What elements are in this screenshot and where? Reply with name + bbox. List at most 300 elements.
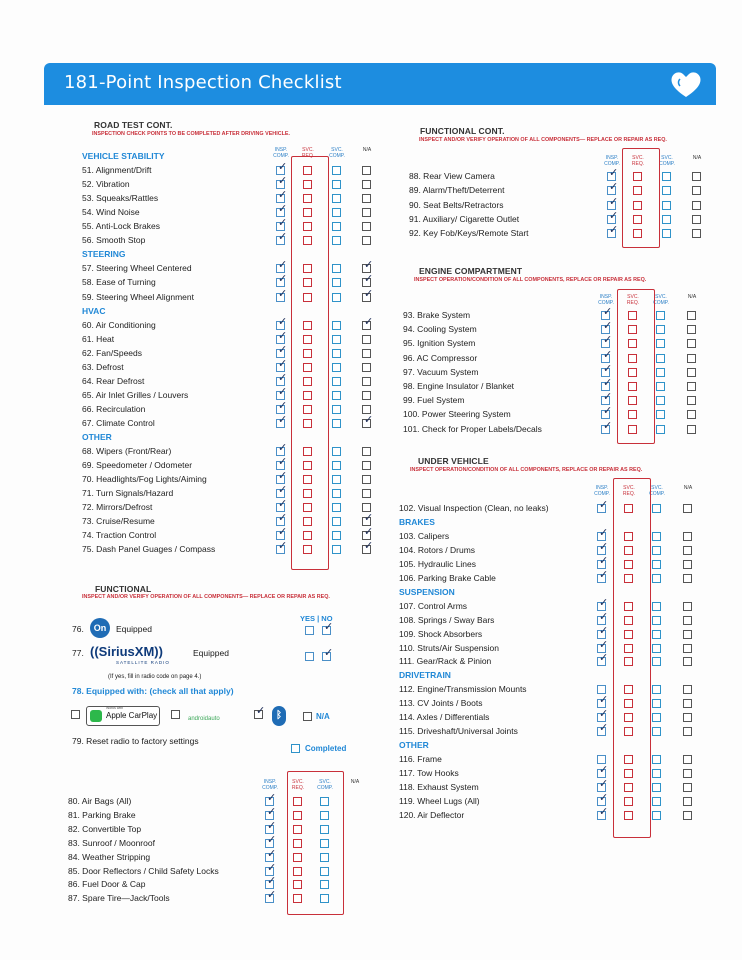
insp-comp-checkbox[interactable]	[607, 181, 619, 195]
insp-comp-checkbox[interactable]	[601, 348, 613, 363]
na-checkbox[interactable]	[362, 363, 371, 372]
item-77-no-checkbox[interactable]	[322, 647, 334, 661]
na-checkbox[interactable]	[687, 354, 696, 363]
na-checkbox[interactable]	[692, 186, 701, 195]
na-checkbox[interactable]	[683, 699, 692, 708]
na-checkbox[interactable]	[362, 287, 374, 302]
svc-comp-checkbox[interactable]	[332, 419, 341, 428]
insp-comp-checkbox[interactable]	[597, 694, 609, 708]
svc-comp-checkbox[interactable]	[656, 382, 665, 391]
column-header-svc_req: SVC. REQ.	[631, 155, 645, 167]
svc-comp-checkbox[interactable]	[332, 208, 341, 217]
insp-comp-checkbox[interactable]	[265, 805, 277, 820]
na-checkbox[interactable]	[362, 273, 374, 287]
insp-comp-checkbox[interactable]	[265, 792, 277, 806]
svc-comp-checkbox[interactable]	[662, 186, 671, 195]
svc-comp-checkbox[interactable]	[332, 447, 341, 456]
svc-comp-checkbox[interactable]	[332, 349, 341, 358]
check-mark-icon: ✓	[256, 705, 266, 717]
na-checkbox[interactable]	[683, 546, 692, 555]
svc-comp-checkbox[interactable]	[662, 215, 671, 224]
svc-req-checkbox[interactable]	[624, 713, 633, 722]
svc-req-checkbox[interactable]	[303, 363, 312, 372]
svc-req-checkbox[interactable]	[303, 447, 312, 456]
svc-req-checkbox[interactable]	[303, 489, 312, 498]
na-checkbox[interactable]	[683, 616, 692, 625]
checklist-item-label: 74. Traction Control	[82, 530, 157, 541]
svc-req-checkbox[interactable]	[303, 321, 312, 330]
svc-req-checkbox[interactable]	[293, 880, 302, 889]
insp-comp-checkbox[interactable]	[597, 554, 609, 569]
na-checkbox[interactable]	[687, 410, 696, 419]
svc-comp-checkbox[interactable]	[332, 503, 341, 512]
insp-comp-checkbox[interactable]	[597, 764, 609, 778]
completed-checkbox[interactable]	[291, 744, 300, 753]
check-mark-icon: ✓	[278, 161, 288, 174]
svc-req-checkbox[interactable]	[303, 208, 312, 217]
insp-comp-checkbox[interactable]	[276, 512, 288, 526]
svc-req-checkbox[interactable]	[628, 425, 637, 434]
svc-comp-checkbox[interactable]	[332, 321, 341, 330]
na-checkbox[interactable]	[362, 180, 371, 189]
page-title: 181-Point Inspection Checklist	[64, 72, 342, 93]
svc-comp-checkbox[interactable]	[652, 727, 661, 736]
svc-comp-checkbox[interactable]	[656, 339, 665, 348]
svc-req-checkbox[interactable]	[303, 517, 312, 526]
carplay-checkbox[interactable]	[71, 710, 80, 719]
na-checkbox[interactable]	[362, 222, 371, 231]
na-checkbox[interactable]	[362, 349, 371, 358]
na-checkbox[interactable]	[362, 475, 371, 484]
na-checkbox[interactable]	[362, 391, 371, 400]
svc-comp-checkbox[interactable]	[332, 377, 341, 386]
svc-comp-checkbox[interactable]	[320, 853, 329, 862]
checklist-item-label: 107. Control Arms	[399, 600, 468, 611]
svc-req-checkbox[interactable]	[624, 602, 633, 611]
svc-comp-checkbox[interactable]	[332, 236, 341, 245]
checklist-item-label: 112. Engine/Transmission Mounts	[399, 684, 527, 695]
svc-req-checkbox[interactable]	[303, 391, 312, 400]
insp-comp-checkbox[interactable]	[607, 209, 619, 224]
insp-comp-checkbox[interactable]	[601, 334, 613, 348]
bluetooth-checkbox[interactable]	[254, 705, 266, 719]
insp-comp-checkbox[interactable]	[601, 377, 613, 391]
svc-comp-checkbox[interactable]	[320, 811, 329, 820]
na-checkbox[interactable]	[687, 311, 696, 320]
svc-comp-checkbox[interactable]	[332, 461, 341, 470]
item-76-yes-checkbox[interactable]	[305, 626, 314, 635]
na-checkbox[interactable]	[362, 315, 374, 330]
na-checkbox[interactable]	[692, 215, 701, 224]
svc-req-checkbox[interactable]	[293, 894, 302, 903]
na-checkbox[interactable]	[683, 657, 692, 666]
svc-req-checkbox[interactable]	[303, 236, 312, 245]
insp-comp-checkbox[interactable]	[601, 306, 613, 320]
svc-comp-checkbox[interactable]	[656, 354, 665, 363]
svc-comp-checkbox[interactable]	[320, 867, 329, 876]
na-checkbox[interactable]	[683, 783, 692, 792]
na-checkbox[interactable]	[362, 489, 371, 498]
android-auto-checkbox[interactable]	[171, 710, 180, 719]
insp-comp-checkbox[interactable]	[265, 847, 277, 862]
insp-comp-checkbox[interactable]	[276, 385, 288, 400]
na-checkbox[interactable]	[683, 811, 692, 820]
svc-comp-checkbox[interactable]	[332, 278, 341, 287]
na-checkbox[interactable]	[687, 425, 696, 434]
svc-req-checkbox[interactable]	[303, 194, 312, 203]
insp-comp-checkbox[interactable]	[601, 419, 613, 434]
column-header-svc_comp: SVC. COMP.	[653, 294, 669, 306]
na-checkbox[interactable]	[683, 630, 692, 639]
insp-comp-checkbox[interactable]	[601, 362, 613, 377]
svc-comp-checkbox[interactable]	[332, 531, 341, 540]
na-checkbox[interactable]	[692, 229, 701, 238]
na-checkbox[interactable]	[692, 172, 701, 181]
insp-comp-checkbox[interactable]	[607, 167, 619, 181]
insp-comp-checkbox[interactable]	[276, 217, 288, 231]
insp-comp-checkbox[interactable]	[597, 805, 609, 820]
checklist-item-label: 117. Tow Hooks	[399, 768, 459, 779]
svc-req-checkbox[interactable]	[624, 504, 633, 513]
na-checkbox[interactable]	[683, 574, 692, 583]
checklist-item-label: 94. Cooling System	[403, 324, 477, 335]
road_test-subtitle: INSPECTION CHECK POINTS TO BE COMPLETED AFTER DRIVING VEHICLE.	[92, 131, 290, 137]
na-checkbox[interactable]	[683, 685, 692, 694]
insp-comp-checkbox[interactable]	[276, 357, 288, 372]
insp-comp-checkbox[interactable]	[597, 596, 609, 611]
svc-comp-checkbox[interactable]	[656, 368, 665, 377]
insp-comp-checkbox[interactable]	[265, 889, 277, 903]
insp-comp-checkbox[interactable]	[276, 413, 288, 428]
na-checkbox[interactable]	[362, 208, 371, 217]
svc-req-checkbox[interactable]	[633, 215, 642, 224]
insp-comp-checkbox[interactable]	[276, 371, 288, 386]
na-checkbox[interactable]	[362, 413, 374, 428]
insp-comp-checkbox[interactable]	[276, 498, 288, 512]
svc-req-checkbox[interactable]	[628, 410, 637, 419]
check-mark-icon: ✓	[278, 512, 288, 525]
na-checkbox[interactable]	[362, 540, 374, 554]
svc-comp-checkbox[interactable]	[652, 602, 661, 611]
check-mark-icon: ✓	[278, 189, 288, 202]
insp-comp-checkbox[interactable]	[276, 273, 288, 287]
svc-req-checkbox[interactable]	[624, 546, 633, 555]
insp-comp-checkbox[interactable]	[265, 861, 277, 876]
insp-comp-checkbox[interactable]	[607, 195, 619, 210]
check-mark-icon: ✓	[599, 499, 609, 511]
svc-req-checkbox[interactable]	[303, 419, 312, 428]
svc-comp-checkbox[interactable]	[332, 545, 341, 554]
svc-comp-checkbox[interactable]	[652, 699, 661, 708]
insp-comp-checkbox[interactable]	[276, 203, 288, 217]
checklist-item-label: 87. Spare Tire—Jack/Tools	[68, 893, 170, 904]
checklist-item-label: 106. Parking Brake Cable	[399, 572, 496, 583]
svc-comp-checkbox[interactable]	[332, 264, 341, 273]
item-77-yes-checkbox[interactable]	[305, 652, 314, 661]
insp-comp-checkbox[interactable]	[276, 442, 288, 456]
insp-comp-checkbox[interactable]	[276, 484, 288, 498]
na-checkbox[interactable]	[362, 377, 371, 386]
svc-comp-checkbox[interactable]	[652, 630, 661, 639]
na-checkbox[interactable]	[683, 644, 692, 653]
svc-comp-checkbox[interactable]	[656, 396, 665, 405]
checklist-item-label: 95. Ignition System	[403, 338, 476, 349]
svc-comp-checkbox[interactable]	[332, 517, 341, 526]
insp-comp-checkbox[interactable]	[276, 175, 288, 189]
na-checkbox[interactable]	[362, 335, 371, 344]
svc-req-checkbox[interactable]	[624, 727, 633, 736]
na-checkbox[interactable]	[362, 512, 374, 526]
insp-comp-checkbox[interactable]	[597, 652, 609, 666]
na-checkbox[interactable]	[683, 713, 692, 722]
checklist-item-label: 105. Hydraulic Lines	[399, 558, 477, 569]
svc-comp-checkbox[interactable]	[320, 894, 329, 903]
svc-req-checkbox[interactable]	[303, 349, 312, 358]
svc-comp-checkbox[interactable]	[656, 425, 665, 434]
insp-comp-checkbox[interactable]	[597, 778, 609, 792]
insp-comp-checkbox[interactable]	[276, 189, 288, 203]
svc-req-checkbox[interactable]	[624, 630, 633, 639]
checklist-item-label: 114. Axles / Differentials	[399, 712, 490, 723]
svc-req-checkbox[interactable]	[624, 755, 633, 764]
svc-req-checkbox[interactable]	[303, 264, 312, 273]
svc-comp-checkbox[interactable]	[332, 391, 341, 400]
svc-req-checkbox[interactable]	[303, 475, 312, 484]
svc-req-checkbox[interactable]	[628, 368, 637, 377]
insp-comp-checkbox[interactable]	[276, 315, 288, 330]
insp-comp-checkbox[interactable]	[597, 568, 609, 583]
svc-req-checkbox[interactable]	[293, 797, 302, 806]
svc-req-checkbox[interactable]	[628, 396, 637, 405]
insp-comp-checkbox[interactable]	[597, 685, 606, 694]
svc-comp-checkbox[interactable]	[332, 293, 341, 302]
svc-req-checkbox[interactable]	[303, 293, 312, 302]
insp-comp-checkbox[interactable]	[597, 499, 609, 513]
na-checkbox[interactable]	[362, 259, 374, 273]
svc-req-checkbox[interactable]	[624, 657, 633, 666]
insp-comp-checkbox[interactable]	[601, 391, 613, 405]
na-checkbox[interactable]	[362, 405, 371, 414]
svc-comp-checkbox[interactable]	[662, 172, 671, 181]
item-77-equipped: Equipped	[193, 648, 229, 658]
svc-comp-checkbox[interactable]	[652, 769, 661, 778]
svc-req-checkbox[interactable]	[624, 797, 633, 806]
svc-comp-checkbox[interactable]	[652, 560, 661, 569]
svc-comp-checkbox[interactable]	[656, 325, 665, 334]
svc-comp-checkbox[interactable]	[332, 222, 341, 231]
svc-comp-checkbox[interactable]	[652, 811, 661, 820]
na-checkbox[interactable]	[687, 382, 696, 391]
svc-req-checkbox[interactable]	[624, 532, 633, 541]
svc-req-checkbox[interactable]	[303, 335, 312, 344]
na-checkbox[interactable]	[692, 201, 701, 210]
insp-comp-checkbox[interactable]	[265, 819, 277, 834]
na-checkbox[interactable]	[683, 560, 692, 569]
insp-comp-checkbox[interactable]	[276, 231, 288, 245]
na-checkbox[interactable]	[683, 797, 692, 806]
insp-comp-checkbox[interactable]	[276, 343, 288, 358]
check-mark-icon: ✓	[609, 167, 619, 179]
na-checkbox[interactable]	[362, 526, 374, 540]
na-checkbox[interactable]	[303, 712, 312, 721]
check-mark-icon: ✓	[364, 540, 374, 553]
svc-comp-checkbox[interactable]	[652, 532, 661, 541]
na-checkbox[interactable]	[362, 503, 371, 512]
svc-req-checkbox[interactable]	[303, 222, 312, 231]
svc-comp-checkbox[interactable]	[652, 644, 661, 653]
svc-req-checkbox[interactable]	[624, 574, 633, 583]
insp-comp-checkbox[interactable]	[276, 399, 288, 414]
svc-req-checkbox[interactable]	[628, 354, 637, 363]
svc-comp-checkbox[interactable]	[652, 504, 661, 513]
item-76-no-checkbox[interactable]	[322, 621, 334, 635]
svc-comp-checkbox[interactable]	[652, 546, 661, 555]
checklist-item-label: 91. Auxiliary/ Cigarette Outlet	[409, 213, 520, 224]
na-checkbox[interactable]	[683, 769, 692, 778]
na-checkbox[interactable]	[362, 166, 371, 175]
svc-comp-checkbox[interactable]	[652, 574, 661, 583]
item-76-equipped: Equipped	[116, 624, 152, 634]
insp-comp-checkbox[interactable]	[276, 470, 288, 484]
checklist-item-label: 64. Rear Defrost	[82, 375, 145, 386]
na-checkbox[interactable]	[362, 194, 371, 203]
svc-comp-checkbox[interactable]	[332, 363, 341, 372]
svc-comp-checkbox[interactable]	[656, 311, 665, 320]
svc-req-checkbox[interactable]	[303, 180, 312, 189]
svc-comp-checkbox[interactable]	[652, 657, 661, 666]
svc-req-checkbox[interactable]	[633, 201, 642, 210]
svc-comp-checkbox[interactable]	[662, 229, 671, 238]
na-checkbox[interactable]	[687, 339, 696, 348]
svc-comp-checkbox[interactable]	[320, 880, 329, 889]
insp-comp-checkbox[interactable]	[601, 320, 613, 334]
svc-req-checkbox[interactable]	[633, 229, 642, 238]
insp-comp-checkbox[interactable]	[597, 610, 609, 625]
svc-comp-checkbox[interactable]	[320, 839, 329, 848]
svc-req-checkbox[interactable]	[293, 839, 302, 848]
svc-req-checkbox[interactable]	[624, 685, 633, 694]
svc-comp-checkbox[interactable]	[332, 180, 341, 189]
svc-comp-checkbox[interactable]	[332, 489, 341, 498]
svc-req-checkbox[interactable]	[624, 699, 633, 708]
checklist-item-label: 113. CV Joints / Boots	[399, 698, 483, 709]
insp-comp-checkbox[interactable]	[276, 526, 288, 540]
insp-comp-checkbox[interactable]	[265, 833, 277, 848]
svc-comp-checkbox[interactable]	[652, 685, 661, 694]
check-mark-icon: ✓	[278, 231, 288, 244]
svc-req-checkbox[interactable]	[293, 867, 302, 876]
svc-comp-checkbox[interactable]	[332, 166, 341, 175]
svc-req-checkbox[interactable]	[303, 531, 312, 540]
svc-req-checkbox[interactable]	[303, 405, 312, 414]
svc-req-checkbox[interactable]	[633, 172, 642, 181]
check-mark-icon: ✓	[599, 708, 609, 721]
insp-comp-checkbox[interactable]	[276, 161, 288, 175]
na-checkbox[interactable]	[687, 368, 696, 377]
svc-req-checkbox[interactable]	[624, 560, 633, 569]
svc-comp-checkbox[interactable]	[652, 783, 661, 792]
svc-req-checkbox[interactable]	[293, 825, 302, 834]
check-mark-icon: ✓	[599, 791, 609, 804]
insp-comp-checkbox[interactable]	[276, 540, 288, 554]
insp-comp-checkbox[interactable]	[597, 526, 609, 541]
checklist-item-label: 75. Dash Panel Guages / Compass	[82, 544, 216, 555]
svc-req-checkbox[interactable]	[624, 769, 633, 778]
insp-comp-checkbox[interactable]	[276, 329, 288, 344]
svc-req-checkbox[interactable]	[303, 377, 312, 386]
svc-req-checkbox[interactable]	[303, 461, 312, 470]
na-checkbox[interactable]	[362, 447, 371, 456]
svc-req-checkbox[interactable]	[303, 545, 312, 554]
svc-req-checkbox[interactable]	[624, 616, 633, 625]
check-mark-icon: ✓	[364, 413, 374, 426]
insp-comp-checkbox[interactable]	[597, 540, 609, 555]
svc-req-checkbox[interactable]	[628, 325, 637, 334]
na-checkbox[interactable]	[687, 325, 696, 334]
insp-comp-checkbox[interactable]	[601, 405, 613, 419]
na-checkbox[interactable]	[687, 396, 696, 405]
check-mark-icon: ✓	[599, 778, 609, 790]
svc-req-checkbox[interactable]	[624, 644, 633, 653]
svc-req-checkbox[interactable]	[628, 339, 637, 348]
svc-req-checkbox[interactable]	[624, 811, 633, 820]
insp-comp-checkbox[interactable]	[597, 722, 609, 736]
svc-req-checkbox[interactable]	[303, 166, 312, 175]
svc-comp-checkbox[interactable]	[652, 797, 661, 806]
svc-comp-checkbox[interactable]	[656, 410, 665, 419]
svc-comp-checkbox[interactable]	[320, 825, 329, 834]
na-checkbox[interactable]	[683, 755, 692, 764]
na-checkbox[interactable]	[683, 602, 692, 611]
svc-comp-checkbox[interactable]	[652, 713, 661, 722]
svc-comp-checkbox[interactable]	[652, 755, 661, 764]
insp-comp-checkbox[interactable]	[276, 287, 288, 302]
svc-comp-checkbox[interactable]	[332, 335, 341, 344]
insp-comp-checkbox[interactable]	[597, 624, 609, 639]
insp-comp-checkbox[interactable]	[276, 259, 288, 273]
na-checkbox[interactable]	[362, 461, 371, 470]
svc-req-checkbox[interactable]	[624, 783, 633, 792]
svc-req-checkbox[interactable]	[633, 186, 642, 195]
insp-comp-checkbox[interactable]	[597, 638, 609, 653]
svc-req-checkbox[interactable]	[303, 503, 312, 512]
svc-comp-checkbox[interactable]	[662, 201, 671, 210]
svc-req-checkbox[interactable]	[293, 811, 302, 820]
na-checkbox[interactable]	[683, 727, 692, 736]
svc-req-checkbox[interactable]	[293, 853, 302, 862]
svc-req-checkbox[interactable]	[628, 311, 637, 320]
insp-comp-checkbox[interactable]	[276, 456, 288, 470]
svc-req-checkbox[interactable]	[628, 382, 637, 391]
svc-comp-checkbox[interactable]	[332, 405, 341, 414]
svc-comp-checkbox[interactable]	[332, 475, 341, 484]
check-mark-icon: ✓	[278, 329, 288, 342]
na-checkbox[interactable]	[362, 236, 371, 245]
svc-comp-checkbox[interactable]	[320, 797, 329, 806]
svc-comp-checkbox[interactable]	[332, 194, 341, 203]
na-checkbox[interactable]	[683, 504, 692, 513]
insp-comp-checkbox[interactable]	[597, 755, 606, 764]
insp-comp-checkbox[interactable]	[597, 708, 609, 722]
check-mark-icon: ✓	[278, 287, 288, 300]
insp-comp-checkbox[interactable]	[597, 791, 609, 806]
na-checkbox[interactable]	[683, 532, 692, 541]
insp-comp-checkbox[interactable]	[607, 224, 619, 238]
checklist-item-label: 90. Seat Belts/Retractors	[409, 199, 504, 210]
svc-comp-checkbox[interactable]	[652, 616, 661, 625]
insp-comp-checkbox[interactable]	[265, 875, 277, 889]
svc-req-checkbox[interactable]	[303, 278, 312, 287]
